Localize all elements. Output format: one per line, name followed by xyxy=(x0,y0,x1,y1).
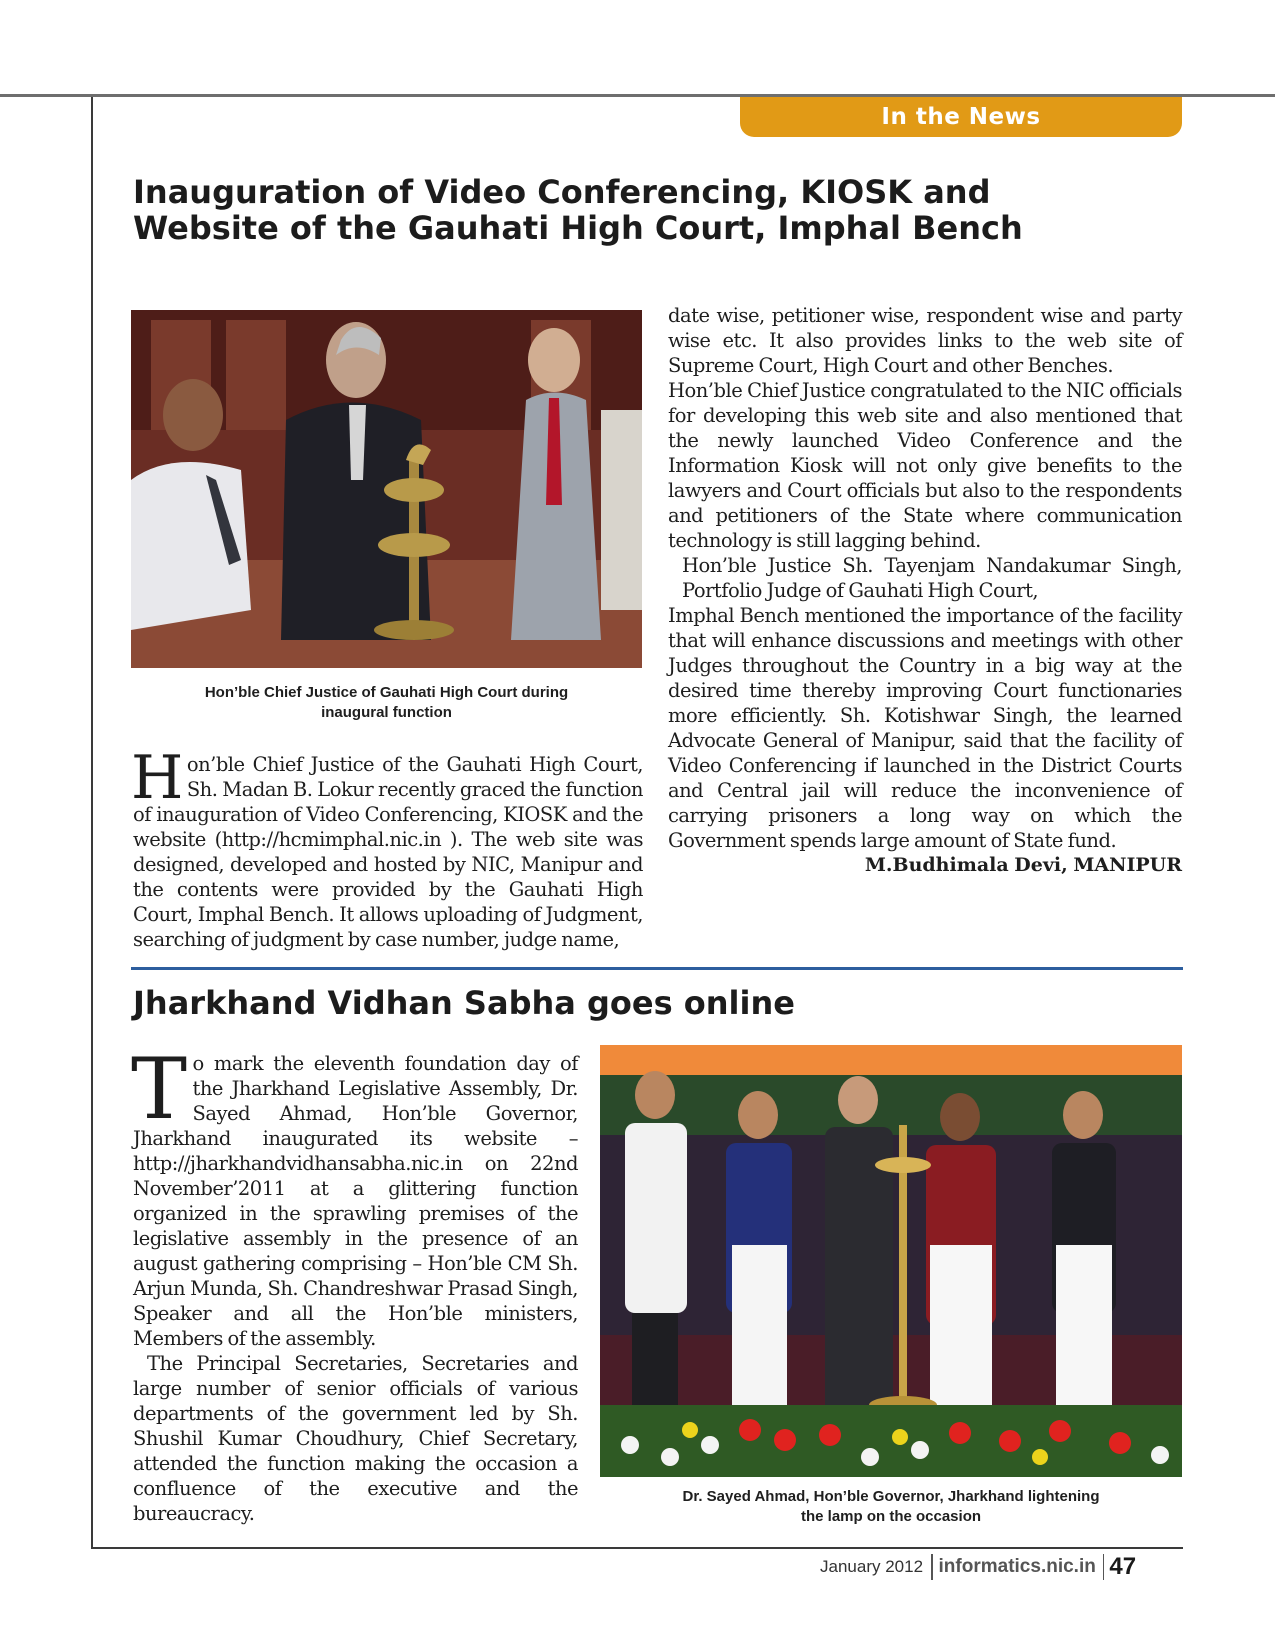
article1-caption-line1: Hon’ble Chief Justice of Gauhati High Court during xyxy=(204,684,569,701)
article1-title-line2: Website of the Gauhati High Court, Imphal Bench xyxy=(133,209,1023,247)
article2-column xyxy=(131,1040,578,1526)
article1-para1 xyxy=(131,743,643,952)
article2-caption-line2: the lamp on the occasion xyxy=(800,1508,982,1525)
article2-para1 xyxy=(131,1040,578,1351)
article2-photo xyxy=(600,1045,1182,1477)
left-rule xyxy=(91,97,93,1549)
article1-photo-caption xyxy=(131,683,642,723)
article1-dropcap: H xyxy=(131,743,183,813)
article2-photo-caption xyxy=(600,1487,1182,1527)
article2-title: Jharkhand Vidhan Sabha goes online xyxy=(133,984,795,1022)
article1-caption-line2: inaugural function xyxy=(321,704,452,721)
article1-para1-text: on’ble Chief Justice of the Gauhati High Court, Sh. Madan B. Lokur recently graced the function of inauguration of Video Conferencing, KIOSK and the website (http://hcmimphal.nic.in ). The web site was designed, developed and hosted by NIC, Manipur and the contents were provided by the Gauhati High Court, Imphal Bench. It allows uploading of Judgment, searching of judgment by case number, judge name, xyxy=(133,753,643,951)
article1-author: M.Budhimala Devi, MANIPUR xyxy=(864,854,1182,876)
article1-para3a: Hon’ble Justice Sh. Tayenjam Nandakumar Singh, Portfolio Judge of Gauhati High Court, xyxy=(682,554,1182,602)
article2-para1-text: o mark the eleventh foundation day of the Jharkhand Legislative Assembly, Dr. Sayed Ahmad, Hon’ble Governor, Jharkhand inaugurated its website – http://jharkhandvidhansabha.nic.in on 22nd November’2011 at a glittering function organized in the sprawling premises of the legislative assembly in the presence of an august gathering comprising – Hon’ble CM Sh. Arjun Munda, Sh. Chandreshwar Prasad Singh, Speaker and all the Hon’ble ministers, Members of the assembly. xyxy=(133,1052,578,1350)
article1-para2: Hon’ble Chief Justice congratulated to the NIC officials for developing this web site and also mentioned that the newly launched Video Conference and the Information Kiosk will not only give benefits to the lawyers and Court officials but also to the respondents and petitioners of the State where communication technology is still lagging behind. xyxy=(668,379,1182,552)
article-divider xyxy=(131,967,1183,970)
page-number: 47 xyxy=(1109,1553,1137,1580)
section-tag: In the News xyxy=(740,97,1182,137)
article1-title xyxy=(133,174,1133,246)
page-footer xyxy=(820,1552,1136,1582)
article1-column-left xyxy=(131,743,643,952)
article1-para3b: Imphal Bench mentioned the importance of the facility that will enhance discussions and meetings with other Judges throughout the Country in a big way at the desired time thereby improving Court functionaries more efficiently. Sh. Kotishwar Singh, the learned Advocate General of Manipur, said that the facility of Video Conferencing if launched in the District Courts and Central jail will reduce the inconvenience of carrying prisoners a long way on which the Government spends large amount of State fund. xyxy=(668,604,1182,852)
bottom-rule xyxy=(91,1547,1183,1549)
article1-para1-cont: date wise, petitioner wise, respondent wise and party wise etc. It also provides links to the web site of Supreme Court, High Court and other Benches. xyxy=(668,304,1182,377)
article2-para2: The Principal Secretaries, Secretaries and large number of senior officials of various departments of the government led by Sh. Shushil Kumar Choudhury, Chief Secretary, attended the function making the occasion a confluence of the executive and the bureaucracy. xyxy=(133,1352,578,1525)
article1-photo xyxy=(131,310,642,668)
article2-dropcap: T xyxy=(131,1040,187,1138)
footer-site[interactable]: informatics.nic.in xyxy=(938,1556,1096,1577)
article2-caption-line1: Dr. Sayed Ahmad, Hon’ble Governor, Jharkhand lightening xyxy=(682,1488,1100,1505)
article1-title-line1: Inauguration of Video Conferencing, KIOSK and xyxy=(133,173,991,211)
footer-date: January 2012 xyxy=(820,1557,924,1576)
article1-column-right xyxy=(668,303,1182,878)
